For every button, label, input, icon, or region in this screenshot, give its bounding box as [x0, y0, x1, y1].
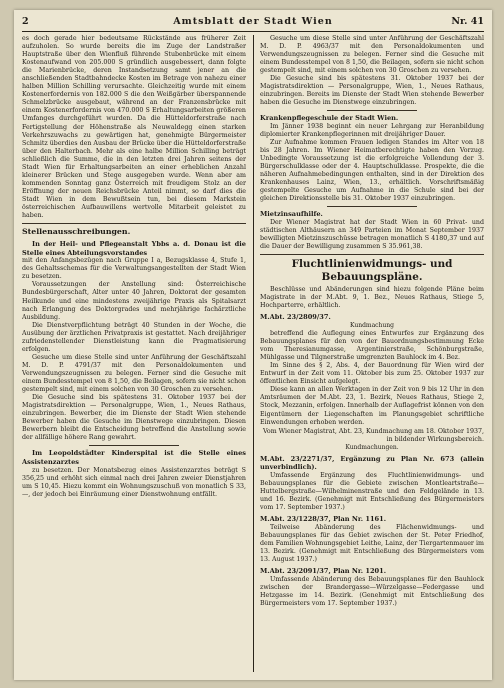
position-1-text: mit den Anfangsbezügen nach Gruppe I a, Bezugsklasse 4, Stufe 1, des Gehaltsschemas für die Verwaltungsangestellten der Stadt Wien zu besetzen.: [22, 257, 246, 281]
nursing-school-text-1: Im Jänner 1938 beginnt ein neuer Lehrgang zur Heranbildung diplomierter Krankenpflegerinnen mit dreijähriger Dauer.: [260, 123, 484, 139]
position-2-heading: Im Leopoldstädter Kinderspital ist die Stelle eines Assistenzarztes: [22, 449, 246, 466]
plan-4-text: Umfassende Abänderung des Bebauungsplanes für den Bauhlock zwischen der Brandergasse—Würzelgasse—Federgasse und Hetzgasse im 14. Bezirk. (Genehmigt mit Entschließung des Bürgermeisters vom 17. September 1937.): [260, 575, 484, 607]
column-divider: [253, 35, 254, 672]
rent-aid-text: Der Wiener Magistrat hat der Stadt Wien in 60 Privat- und städtischen Althäusern an 349 Parteien im Monat September 1937 bewilligten Mietzinszuschüsse betragen monatlich S 4180,37 und auf die Dauer der Bewilligung zusammen S 35.961,38.: [260, 219, 484, 251]
position-1-requirements: Voraussetzungen der Anstellung sind: Österreichische Bundesbürgerschaft, Alter unter 40 Jahren, Doktorat der gesamten Heilkunde und eine mindestens zweijährige Praxis als Spitalsarzt nach Erlangung des Doktorgrades und mehrjährige fachärztliche Ausbildung.: [22, 281, 246, 321]
short-divider: [327, 206, 417, 207]
short-divider: [89, 445, 179, 446]
plan-3-text: Teilweise Abänderung des Flächenwidmungs- und Bebauungsplanes für das Gebiet zwischen der St. Peter Friedhof, dem Familien Wohnungsgebiet Leithe, Lainz, der Tiergartenmauer im 13. Bezirk. (Genehmigt mit Entschließung des Bürgermeisters vom 13. August 1937.): [260, 523, 484, 563]
rent-aid-title: Mietzinsaufhilfe.: [260, 210, 323, 219]
header-rule: [22, 31, 484, 32]
plan-1-kind: Kundmachung: [350, 322, 394, 329]
plan-2-reference: M.Abt. 23/2271/37, Ergänzung zu Plan Nr. 673 (allein unverbindlich).: [260, 454, 484, 472]
section-divider: [22, 223, 246, 224]
nursing-school-title: Krankenpflegeschule der Stadt Wien.: [260, 114, 399, 123]
plan-1-text-1: betreffend die Auflegung eines Entwurfes zur Ergänzung des Bebauungsplanes für den von der Bauordnungsbestimmung Ecke vom Theresianumgasse, Argentinierstraße, Schönburgstraße, Mühlgasse und Tilgnerstraße umgrenzten Bauhlock im 4. Bez.: [260, 330, 484, 362]
section-divider: [260, 254, 484, 255]
position-1-duty: Die Dienstverpflichtung beträgt 40 Stunden in der Woche, die Ausübung der ärztlichen Privatpraxis ist gestattet. Nach dreijähriger zufriedenstellender Dienstleistung kann die Pragmatisierung erfolgen.: [22, 321, 246, 353]
plan-2-text: Umfassende Ergänzung des Fluchtlinienwidmungs- und Bebauungsplanes für die Gebiete zwischen Montleartstraße—Huttelbergstraße—Wilhelminenstraße und den Feldgelände in 13. und 16. Bezirk. (Genehmigt mit Entschließung des Bürgermeisters vom 17. September 1937.): [260, 471, 484, 512]
right-column: [260, 35, 484, 674]
position-1-heading: In der Heil- und Pflegeanstalt Ybbs a. d. Donau ist die Stelle eines Abteilungsvorstandes: [22, 240, 246, 257]
short-divider: [327, 110, 417, 111]
page-number: 2: [22, 16, 29, 27]
plan-1-reference: M.Abt. 23/2809/37.: [260, 313, 331, 322]
bridge-report-text: es doch gerade hier bedeutsame Rückstände aus früherer Zeit aufzuholen. So wurde bereits die im Zuge der Landstraßer Hauptstraße über den Wienfluß führende Stubenbrücke mit einem Kostenaufwand von 205.000 S gründlich ausgebessert, dann folgte die Marienbrücke, deren Instandsetzung samt jener an die anschließenden Stadtbahndecke Kosten im Betrage von nahezu einer halben Million Schilling verursachte. Gleichzeitig wurde mit einem Kostenerfordernis von 182.000 S die den Weißgärber überspannende Schmelzbrücke ausgebaut, während an der Franzensbrücke mit einem Kostenerfordernis von 470.000 S Erhaltungsarbeiten größeren Umfanges durchgeführt wurden. Da die Hütteldorferstraße nach Fertigstellung der Höhenstraße als Neuwaldegg einen starken Verkehrszuwachs zu gewärtigen hat, genehmigte Bürgermeister Schmitz überdies den Ausbau der Brücke über die Hütteldorferstraße über den Halterbach. Mehr als eine halbe Million Schilling beträgt schließlich die Summe, die in den letzten drei Jahren seitens der Stadt Wien für Erhaltungsarbeiten an einer erheblichen Anzahl kleinerer Brücken und Stege ausgegeben wurde. Wenn aber am kommenden Sonntag ganz Österreich mit freudigem Stolz an der Eröffnung der neuen Reichsbrücke Anteil nimmt, so darf dies die Stadt Wien in dem Bewußtsein tun, bei diesem Markstein österreichischen Aufbauwillens wertvolle Mitarbeit geleistet zu haben.: [22, 35, 246, 220]
issue-number: Nr. 41: [451, 16, 484, 27]
left-column: [22, 35, 246, 674]
plan-1-text-3: Diese kann an allen Werktagen in der Zeit von 9 bis 12 Uhr in den Amtsräumen der M.Abt. 23, 1. Bezirk, Neues Rathaus, Stiege 2, Stock, Mezzanin, erfolgen. Innerhalb der Auflagefrist können von den Eigentümern der Liegenschaften im Planungsgebiet schriftliche Einwendungen erhoben werden.: [260, 386, 484, 426]
position-2-deadline: Die Gesuche sind bis spätestens 31. Oktober 1937 bei der Magistratsdirektion — Personalgruppe, Wien, 1., Neues Rathaus, einzubringen. Bereits im Dienste der Stadt Wien stehende Bewerber haben die Gesuche im Dienstwege einzubringen.: [260, 75, 484, 107]
plan-1-signature: Vom Wiener Magistrat, Abt. 23, Kundmachung am 18. Oktober 1937, in bildender Wirkungsbereich.: [262, 427, 484, 443]
plan-4-reference: M.Abt. 23/2091/37, Plan Nr. 1201.: [260, 567, 387, 575]
announcements-subtitle: Kundmachungen.: [345, 443, 399, 451]
position-1-deadline: Die Gesuche sind bis spätestens 31. Oktober 1937 bei der Magistratsdirektion — Personalgruppe, Wien, 1., Neues Rathaus, einzubringen. Bewerber, die im Dienste der Stadt Wien stehende Bewerber haben die Gesuche im Dienstwege einzubringen. Diesen Bewerbern bleibt die Entscheidung betreffend die Anstellung sowie der allfällige höhere Rang gewahrt.: [22, 394, 246, 442]
newspaper-page: [14, 10, 492, 680]
position-2-text: zu besetzen. Der Monatsbezug eines Assistenzarztes beträgt S 356,25 und erhöht sich einmal nach drei Jahren zweier Dienstjahren um S 10,45. Hiezu kommt ein Wohnungszuschuß von monatlich S 33,—, der jedoch bei Einräumung einer Dienstwohnung entfällt.: [22, 466, 246, 498]
zoning-plans-intro: Beschlüsse und Abänderungen sind hiezu folgende Pläne beim Magistrate in der M.Abt. 9, 1. Bez., Neues Rathaus, Stiege 5, Hochparterre, erhältlich.: [260, 286, 484, 310]
plan-3-reference: M.Abt. 23/1228/37, Plan Nr. 1161.: [260, 515, 387, 524]
position-1-application: Gesuche um diese Stelle sind unter Anführung der Geschäftszahl M. D. P. 4791/37 mit den Personaldokumenten und Verwendungszeugnissen zu belegen. Ferner sind die Gesuche mit einem Bundesstempel von 8 1,50, die Beilagen, sofern sie nicht schon gestempelt sind, mit einem solchen von 30 Groschen zu versehen.: [22, 353, 246, 394]
nursing-school-text-2: Zur Aufnahme kommen Frauen ledigen Standes im Alter von 18 bis 28 Jahren. Im Wiener Heimatberechtigte haben den Vorzug. Unbedingte Voraussetzung ist die erfolgreiche Vollendung der 3. Bürgerschulklasse oder der 4. Hauptschulklasse. Prospekte, die die näheren Aufnahmebedingungen enthalten, sind in der Direktion des Krankenhauses Lainz, Wien, 13., erhältlich. Vorschriftsmäßig gestempelte Gesuche um Aufnahme in die Schule sind bei der gleichen Direktionsstelle bis 31. Oktober 1937 einzubringen.: [260, 139, 484, 203]
masthead-title: Amtsblatt der Stadt Wien: [173, 16, 333, 27]
zoning-plans-title: Fluchtlinienwidmungs- und Bebauungspläne.: [291, 258, 453, 284]
plan-1-text-2: Im Sinne des § 2, Abs. 4, der Bauordnung für Wien wird der Entwurf in der Zeit vom 11. Oktober bis zum 25. Oktober 1937 zur öffentlichen Einsicht aufgelegt.: [260, 362, 484, 386]
section-title-job-postings: Stellenausschreibungen.: [22, 227, 131, 237]
position-2-application: Gesuche um diese Stelle sind unter Anführung der Geschäftszahl M. D. P. 4963/37 mit den Personaldokumenten und Verwendungszeugnissen zu belegen. Ferner sind die Gesuche mit einem Bundesstempel von 8 1,50, die Beilagen, sofern sie nicht schon gestempelt sind, mit einem solchen von 30 Groschen zu versehen.: [260, 35, 484, 75]
page-header: [22, 16, 484, 30]
